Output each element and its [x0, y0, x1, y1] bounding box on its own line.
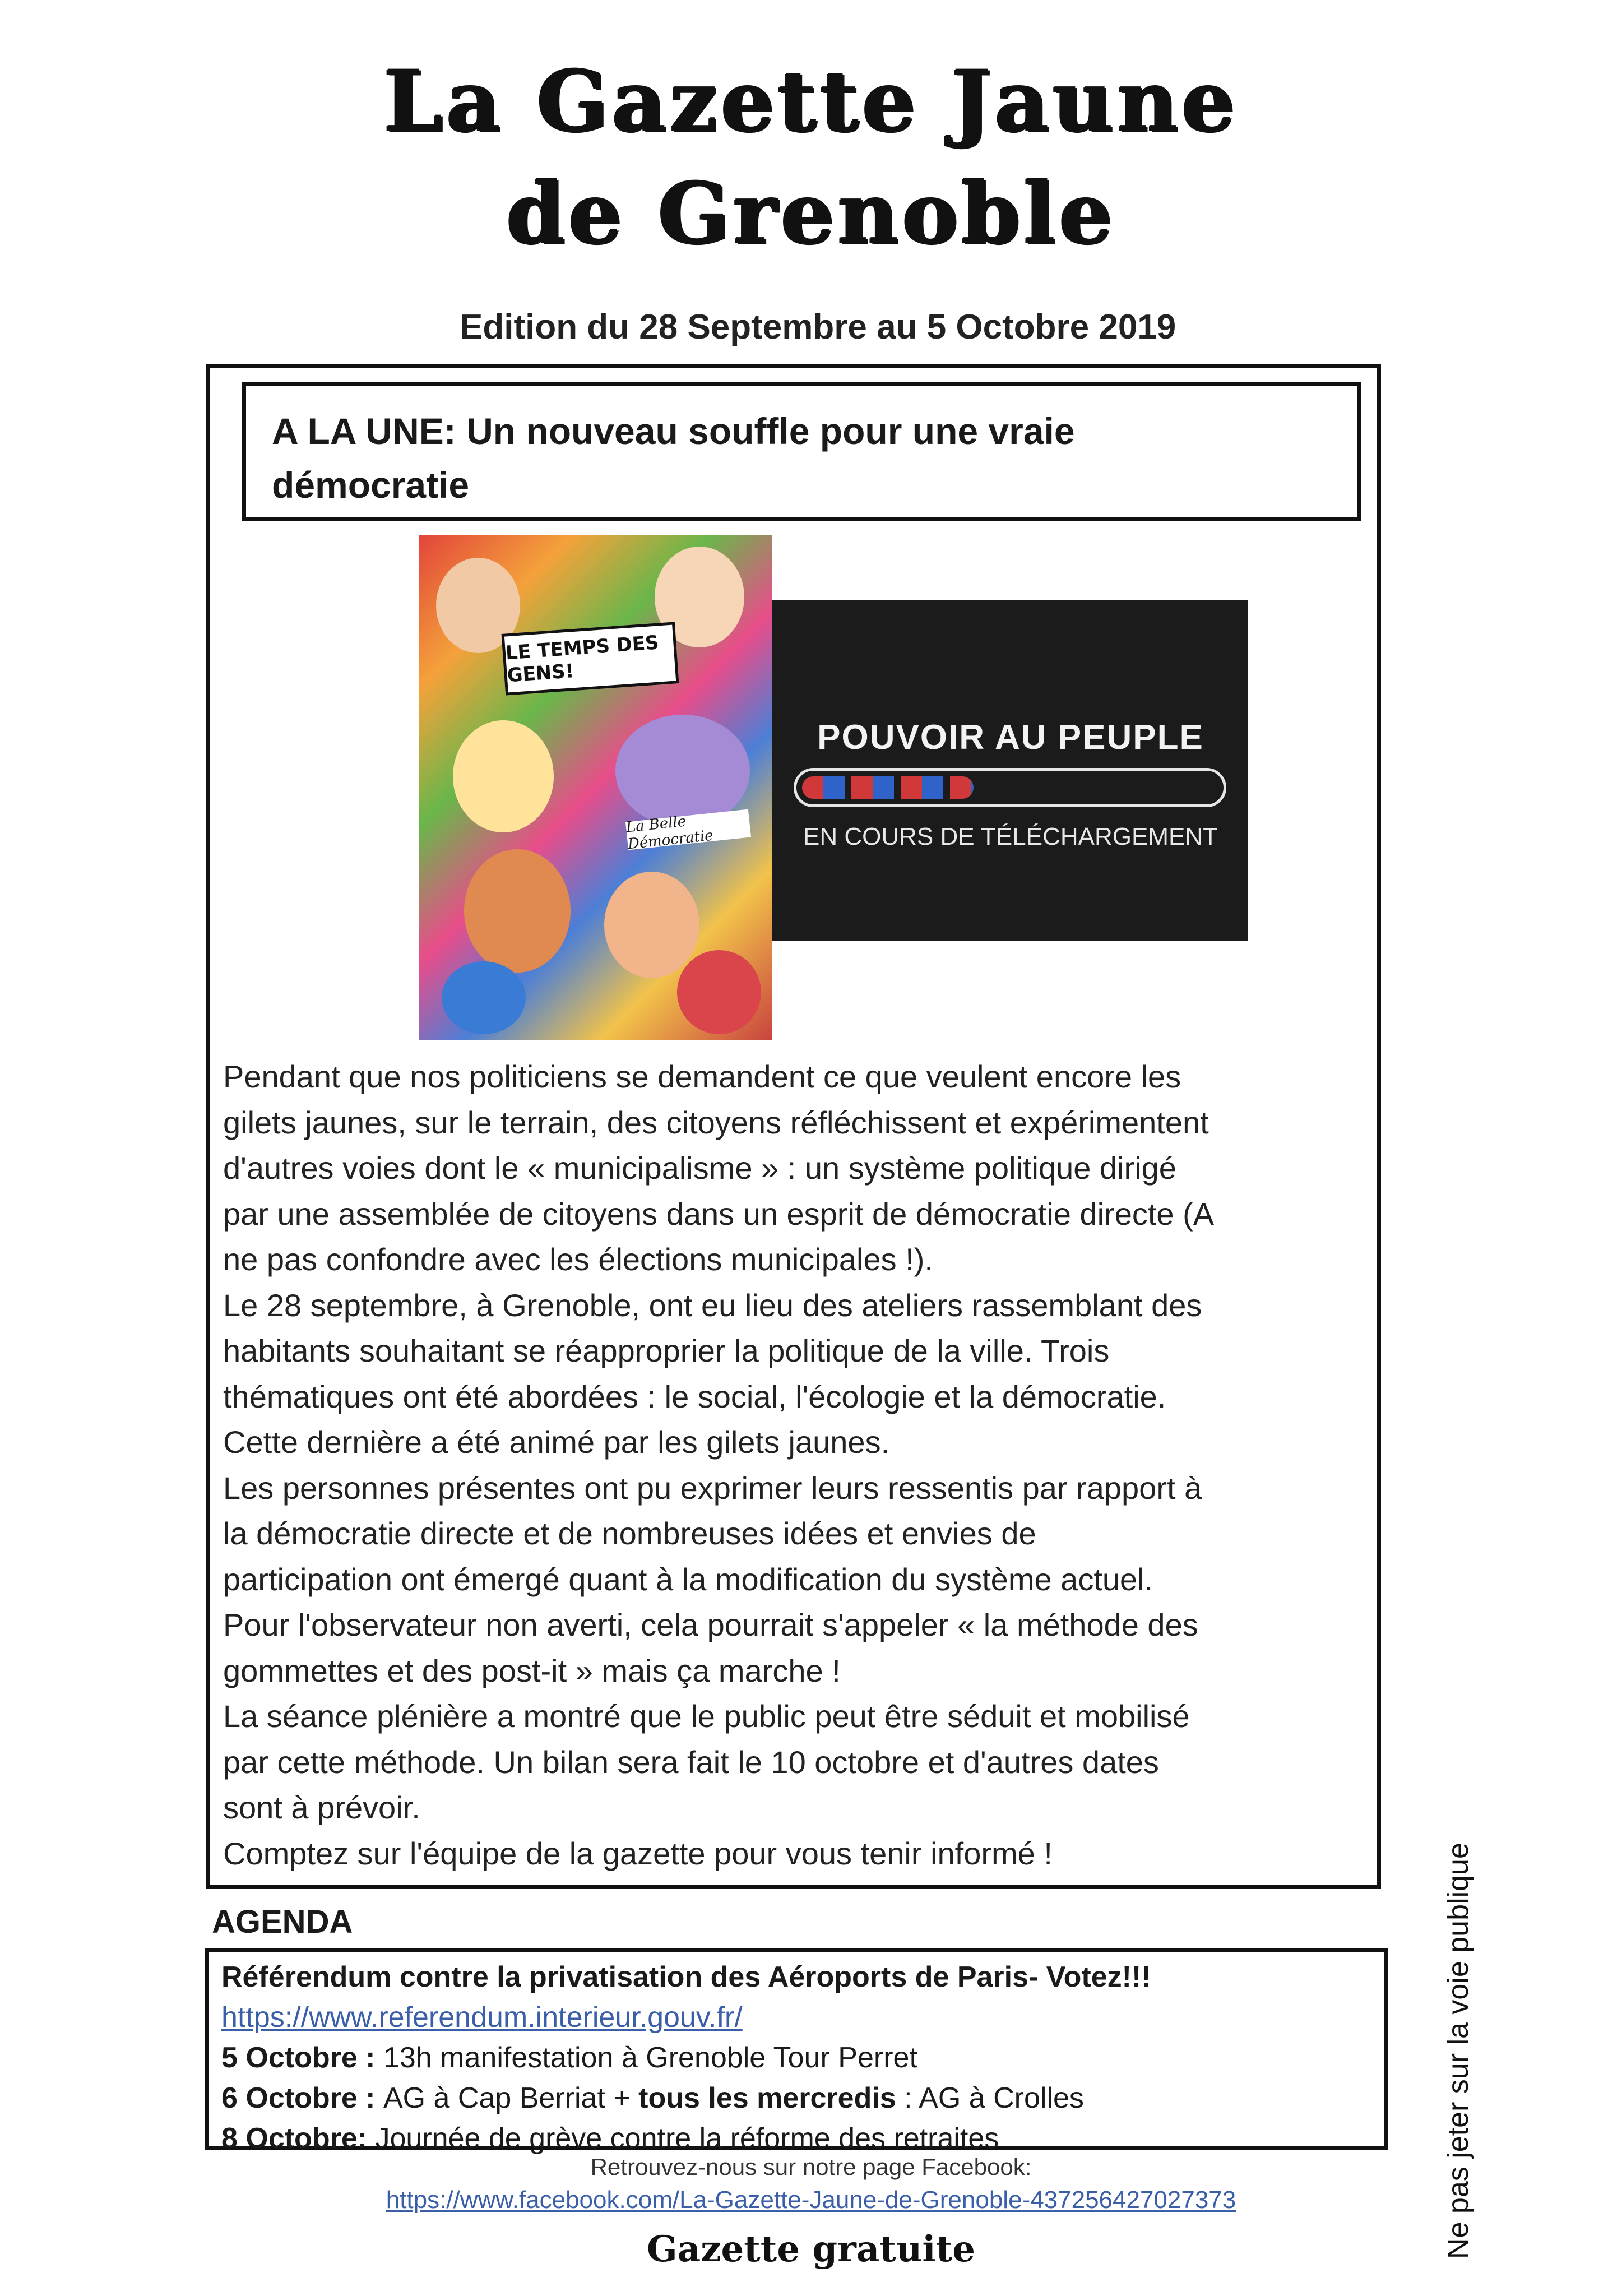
facebook-prompt: Retrouvez-nous sur notre page Facebook:	[590, 2154, 1032, 2180]
agenda-text: AG à Cap Berriat +	[383, 2082, 639, 2114]
crowd-illustration	[419, 535, 772, 1040]
download-progress-bar	[794, 768, 1226, 807]
agenda-date: 5 Octobre	[221, 2042, 358, 2074]
article-line: thématiques ont été abordées : le social, l'écologie et la démocratie.	[223, 1378, 1166, 1414]
headline-box	[242, 382, 1361, 521]
agenda-item	[221, 2118, 1371, 2159]
referendum-link[interactable]: https://www.referendum.interieur.gouv.fr/	[221, 2001, 743, 2034]
facebook-link[interactable]: https://www.facebook.com/La-Gazette-Jaune-de-Grenoble-437256427027373	[386, 2186, 1236, 2214]
article-line: Comptez sur l'équipe de la gazette pour vous tenir informé !	[223, 1835, 1053, 1871]
article-line: participation ont émergé quant à la modification du système actuel.	[223, 1561, 1153, 1597]
masthead-line-1: La Gazette Jaune	[383, 52, 1239, 150]
masthead-line-2: de Grenoble	[506, 164, 1116, 262]
side-note	[1442, 1766, 1480, 2259]
masthead-title	[0, 45, 1622, 269]
face-shape	[453, 720, 554, 832]
face-shape	[677, 950, 761, 1034]
agenda-item	[221, 2038, 1371, 2078]
agenda-separator: :	[357, 2082, 383, 2114]
article-line: sont à prévoir.	[223, 1790, 420, 1825]
article-line: Pour l'observateur non averti, cela pourrait s'appeler « la méthode des	[223, 1607, 1198, 1642]
article-body	[223, 1054, 1344, 1876]
article-line: gommettes et des post-it » mais ça marche !	[223, 1652, 841, 1688]
agenda-text: Journée de grève contre la réforme des retraites	[375, 2122, 999, 2155]
illustration-signature: La Belle Démocratie	[625, 809, 751, 850]
poster-title: POUVOIR AU PEUPLE	[817, 718, 1204, 757]
progress-fill	[802, 776, 974, 799]
face-shape	[464, 849, 571, 973]
referendum-title: Référendum contre la privatisation des Aéroports de Paris- Votez!!!	[221, 1961, 1151, 1993]
side-note-text: Ne pas jeter sur la voie publique	[1442, 1843, 1475, 2259]
headline-line-1: A LA UNE: Un nouveau souffle pour une vraie	[272, 410, 1075, 452]
protest-sign: LE TEMPS DES GENS!	[502, 622, 679, 695]
article-line: d'autres voies dont le « municipalisme » : un système politique dirigé	[223, 1150, 1176, 1186]
agenda-item	[221, 2078, 1371, 2118]
article-line: Le 28 septembre, à Grenoble, ont eu lieu des ateliers rassemblant des	[223, 1287, 1202, 1323]
face-shape	[604, 872, 699, 978]
agenda-date: 8 Octobre	[221, 2122, 358, 2155]
article-line: gilets jaunes, sur le terrain, des citoyens réfléchissent et expérimentent	[223, 1104, 1209, 1140]
agenda-separator: :	[357, 2122, 376, 2155]
agenda-heading: AGENDA	[212, 1904, 353, 1940]
agenda-date: 6 Octobre	[221, 2082, 358, 2114]
power-to-people-poster	[772, 600, 1248, 941]
article-line: par une assemblée de citoyens dans un esprit de démocratie directe (A	[223, 1196, 1215, 1232]
agenda-box	[205, 1948, 1388, 2155]
headline-line-2: démocratie	[272, 464, 470, 506]
article-line: par cette méthode. Un bilan sera fait le 10 octobre et d'autres dates	[223, 1744, 1159, 1780]
article-line: Pendant que nos politiciens se demandent ce que veulent encore les	[223, 1059, 1181, 1094]
article-line: Les personnes présentes ont pu exprimer leurs ressentis par rapport à	[223, 1470, 1202, 1506]
agenda-text: 13h manifestation à Grenoble Tour Perret	[383, 2042, 917, 2074]
agenda-separator: :	[357, 2042, 383, 2074]
article-line: Cette dernière a été animé par les gilets jaunes.	[223, 1424, 890, 1460]
free-gazette-label: Gazette gratuite	[647, 2228, 975, 2270]
agenda-text-bold: tous les mercredis	[638, 2082, 896, 2114]
edition-date: Edition du 28 Septembre au 5 Octobre 2019	[460, 308, 1176, 346]
article-line: habitants souhaitant se réapproprier la politique de la ville. Trois	[223, 1333, 1110, 1368]
article-line: la démocratie directe et de nombreuses idées et envies de	[223, 1516, 1036, 1551]
face-shape	[442, 961, 526, 1034]
article-line: La séance plénière a montré que le public peut être séduit et mobilisé	[223, 1698, 1190, 1734]
poster-subtitle: EN COURS DE TÉLÉCHARGEMENT	[803, 823, 1218, 850]
agenda-text-2: : AG à Crolles	[896, 2082, 1084, 2114]
article-line: ne pas confondre avec les élections municipales !).	[223, 1242, 933, 1277]
